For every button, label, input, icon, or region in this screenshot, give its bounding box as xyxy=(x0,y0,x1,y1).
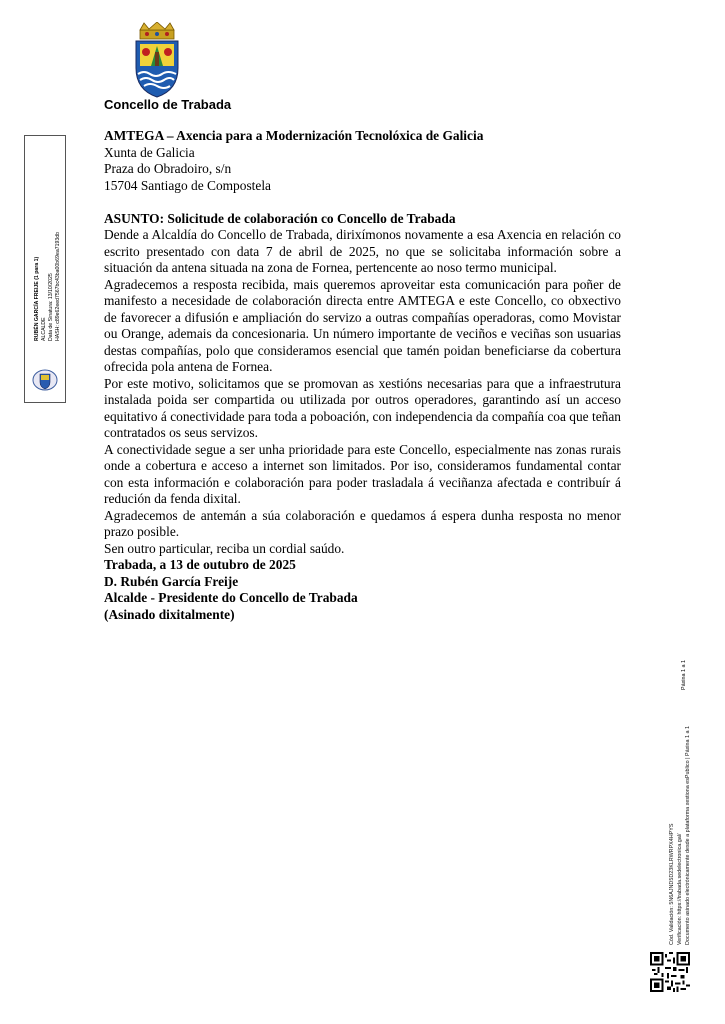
signature-text xyxy=(34,201,62,341)
paragraph: Agradecemos a resposta recibida, mais queremos aproveitar esta comunicación para poñer de manifesto a necesidade de colaboración directa entre AMTEGA e este Concello, co obxectivo de favorecer a difusión e ampliación do servizo a outras compañías operadoras, como Movistar ou Orange, ademais da concesionaria. Un número importante de veciños e veciñas son usuarias destas compañías, polo que consideramos esencial que tamén poidan beneficiarse da cobertura ofrecida pola antena de Fornea. xyxy=(104,276,621,374)
organization-name: Concello de Trabada xyxy=(104,97,232,112)
signer-name: RUBÉN GARCÍA FREIJE (1 para 1) xyxy=(34,256,40,341)
closing-name: D. Rubén García Freije xyxy=(104,573,239,589)
closing-place-date: Trabada, a 13 de outubro de 2025 xyxy=(104,557,296,572)
recipient-line: 15704 Santiago de Compostela xyxy=(104,177,271,193)
validation-code: Cód. Validación: 5N6AJND5D23KLRWRPX4HPYS xyxy=(669,823,675,945)
recipient-block xyxy=(104,128,621,194)
signature-box xyxy=(24,135,66,403)
recipient-line: Xunta de Galicia xyxy=(104,144,195,160)
closing-title: Alcalde - Presidente do Concello de Trabada xyxy=(104,590,358,605)
qr-code-icon xyxy=(650,952,690,992)
closing-block xyxy=(104,557,621,623)
seal-icon xyxy=(32,368,58,392)
recipient-name: AMTEGA – Axencia para a Modernización Tecnolóxica de Galicia xyxy=(104,128,484,143)
signature-hash: HASH: c89e62eed7567bc43ba00b69ea7193db xyxy=(55,231,61,341)
recipient-line: Praza do Obradoiro, s/n xyxy=(104,161,232,176)
signature-date: Data de Sinatura: 13/10/2025 xyxy=(48,273,54,341)
paragraph: Por este motivo, solicitamos que se promovan as xestións necesarias para que a infraestrutura instalada poida ser compartida ou utilizada por outros operadores, garantindo así un acceso equitativo á conectividade para toda a poboación, con independencia da compañía coa que teñan contratados os seus servizos. xyxy=(104,375,621,440)
closing-note: (Asinado dixitalmente) xyxy=(104,606,235,622)
validation-url: Verificación: https://trabada.sedelectronica.gal/ xyxy=(677,833,683,945)
paragraph: A conectividade segue a ser unha prioridade para este Concello, especialmente nas zonas rurais onde a cobertura e acceso a internet son limitados. Por iso, consideramos fundamental contar con esta información e colaboración para poder trasladala á veciñanza afectada e contribuír á redución da fenda dixital. xyxy=(104,441,621,506)
page-count: Páxina 1 a 1 xyxy=(681,660,687,690)
paragraph: Sen outro particular, reciba un cordial saúdo. xyxy=(104,540,345,556)
validation-strip xyxy=(668,645,692,945)
signer-role: ALCALDE xyxy=(41,317,47,341)
coat-of-arms-icon xyxy=(130,22,184,98)
validation-note: Documento asinado electrónicamente desde a plataforma xestiona esPublico | Páxina 1 a 1 xyxy=(685,726,691,945)
paragraph: Agradecemos de antemán a súa colaboración e quedamos á espera dunha resposta no menor prazo posible. xyxy=(104,507,621,539)
letter-body xyxy=(104,128,621,623)
subject-line: ASUNTO: Solicitude de colaboración co Concello de Trabada xyxy=(104,210,456,226)
paragraph: Dende a Alcaldía do Concello de Trabada, dirixímonos novamente a esa Axencia en relación co escrito presentado con data 7 de abril de 2025, no que se solicitaba información sobre a situación da antena situada na zona de Fornea, pertencente ao noso termo municipal. xyxy=(104,227,621,275)
